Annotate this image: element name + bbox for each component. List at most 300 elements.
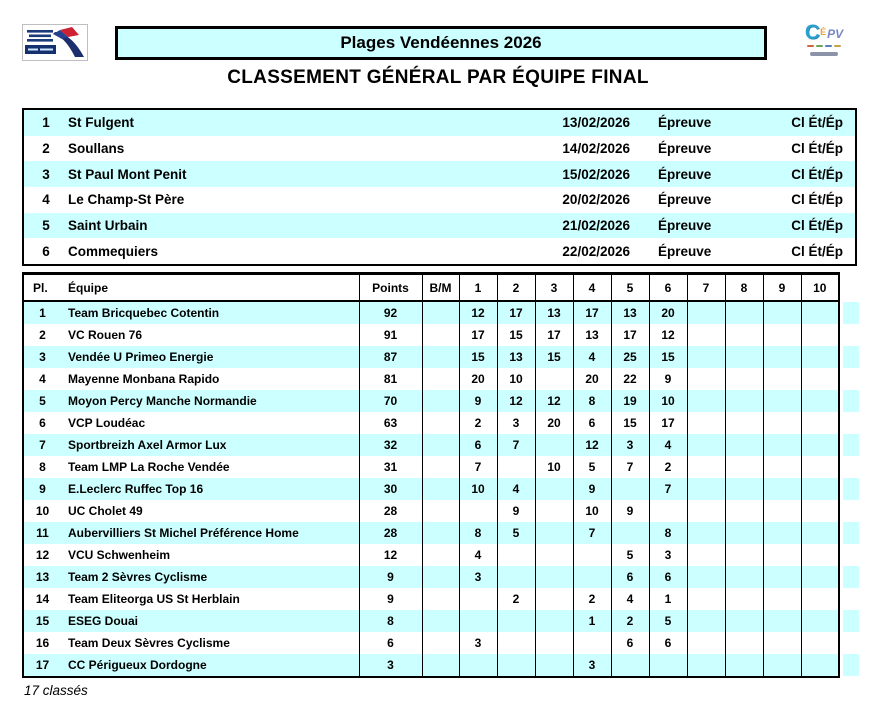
event-type: Épreuve (658, 192, 712, 208)
classified-count: 17 classés (24, 683, 88, 698)
points-cell: 87 (359, 346, 422, 368)
event-points-cell (801, 368, 839, 390)
rank-cell: 14 (35, 592, 50, 606)
event-points-cell: 15 (535, 346, 573, 368)
event-points-cell (725, 632, 763, 654)
event-points-cell (687, 478, 725, 500)
table-row (23, 368, 839, 390)
event-points-cell: 9 (611, 500, 649, 522)
event-points-cell: 7 (649, 478, 687, 500)
event-points-cell: 22 (611, 368, 649, 390)
team-cell: VC Rouen 76 (68, 328, 143, 342)
event-points-cell: 9 (459, 390, 497, 412)
event-points-cell: 20 (535, 412, 573, 434)
bm-cell (422, 654, 459, 677)
event-points-cell (763, 301, 801, 324)
event-number: 6 (42, 243, 50, 259)
event-points-cell (687, 654, 725, 677)
rank-cell: 1 (39, 306, 46, 320)
event-points-cell (535, 654, 573, 677)
event-points-cell: 6 (649, 632, 687, 654)
points-cell: 6 (359, 632, 422, 654)
team-cell: VCP Loudéac (68, 416, 146, 430)
event-points-cell (801, 434, 839, 456)
event-points-cell (459, 654, 497, 677)
event-points-cell (497, 566, 535, 588)
cepv-letter-small: É (820, 27, 827, 37)
event-points-cell (725, 610, 763, 632)
table-row (23, 566, 839, 588)
event-points-cell: 17 (459, 324, 497, 346)
event-points-cell (801, 456, 839, 478)
table-row (23, 522, 839, 544)
event-points-cell (687, 610, 725, 632)
points-cell: 9 (359, 566, 422, 588)
event-points-cell: 13 (611, 301, 649, 324)
points-cell: 91 (359, 324, 422, 346)
event-points-cell (763, 566, 801, 588)
event-points-cell: 15 (611, 412, 649, 434)
points-cell: 8 (359, 610, 422, 632)
bm-cell (422, 324, 459, 346)
table-row (23, 544, 839, 566)
table-row (23, 412, 839, 434)
points-cell: 32 (359, 434, 422, 456)
event-type: Épreuve (658, 218, 712, 234)
event-points-cell (763, 456, 801, 478)
event-points-cell: 1 (649, 588, 687, 610)
rank-cell: 12 (35, 548, 50, 562)
team-cell: Team 2 Sèvres Cyclisme (68, 570, 208, 584)
event-points-cell (687, 522, 725, 544)
bm-cell (422, 610, 459, 632)
event-points-cell: 13 (497, 346, 535, 368)
rank-cell: 4 (39, 372, 46, 386)
points-cell: 28 (359, 500, 422, 522)
ranking-header (23, 274, 839, 302)
event-points-cell: 3 (611, 434, 649, 456)
event-points-cell (687, 390, 725, 412)
event-points-cell: 4 (573, 346, 611, 368)
event-class: Cl Ét/Ép (791, 115, 843, 131)
event-date: 13/02/2026 (562, 115, 630, 131)
row-stripe-overflow (843, 302, 859, 676)
rank-cell: 8 (39, 460, 46, 474)
event-points-cell: 15 (459, 346, 497, 368)
event-points-cell (725, 654, 763, 677)
rank-cell: 5 (39, 394, 46, 408)
event-points-cell: 20 (573, 368, 611, 390)
event-points-cell (725, 500, 763, 522)
event-points-cell (687, 566, 725, 588)
team-cell: Vendée U Primeo Energie (68, 350, 214, 364)
event-points-cell (535, 522, 573, 544)
event-points-cell (801, 632, 839, 654)
event-class: Cl Ét/Ép (791, 243, 843, 259)
event-points-cell (725, 478, 763, 500)
event-place: Le Champ-St Père (68, 192, 185, 208)
event-points-cell: 3 (649, 544, 687, 566)
event-points-cell: 5 (649, 610, 687, 632)
event-points-cell (725, 346, 763, 368)
table-row (23, 456, 839, 478)
points-cell: 28 (359, 522, 422, 544)
table-row (23, 632, 839, 654)
event-number: 5 (42, 218, 50, 234)
event-points-cell (763, 544, 801, 566)
cepv-subtext-decoration (810, 52, 838, 56)
event-title: Plages Vendéennes 2026 (340, 33, 542, 52)
event-points-cell (763, 390, 801, 412)
event-points-cell: 7 (573, 522, 611, 544)
event-points-cell (725, 301, 763, 324)
event-row (24, 110, 855, 136)
team-cell: ESEG Douai (68, 614, 139, 628)
points-cell: 3 (359, 654, 422, 677)
event-points-cell: 9 (649, 368, 687, 390)
event-place: Soullans (68, 141, 125, 156)
bm-cell (422, 456, 459, 478)
event-points-cell: 1 (573, 610, 611, 632)
event-points-cell (687, 588, 725, 610)
points-cell: 30 (359, 478, 422, 500)
rank-cell: 17 (35, 658, 50, 672)
team-cell: Sportbreizh Axel Armor Lux (68, 438, 227, 452)
event-points-cell (725, 544, 763, 566)
event-points-cell (535, 566, 573, 588)
event-row (24, 136, 855, 162)
event-points-cell: 12 (573, 434, 611, 456)
event-points-cell: 2 (497, 588, 535, 610)
column-header: 5 (611, 274, 649, 302)
event-points-cell: 17 (497, 301, 535, 324)
bm-cell (422, 632, 459, 654)
event-type: Épreuve (658, 166, 712, 182)
page-title: CLASSEMENT GÉNÉRAL PAR ÉQUIPE FINAL (227, 67, 649, 88)
event-points-cell: 6 (611, 566, 649, 588)
event-points-cell: 2 (649, 456, 687, 478)
bm-cell (422, 478, 459, 500)
points-cell: 12 (359, 544, 422, 566)
event-class: Cl Ét/Ép (791, 192, 843, 208)
event-class: Cl Ét/Ép (791, 218, 843, 234)
event-points-cell (535, 434, 573, 456)
event-points-cell (763, 478, 801, 500)
event-points-cell: 8 (459, 522, 497, 544)
event-points-cell: 17 (535, 324, 573, 346)
event-points-cell (763, 654, 801, 677)
rank-cell: 16 (35, 636, 50, 650)
event-points-cell: 15 (497, 324, 535, 346)
column-header: Équipe (61, 274, 359, 302)
event-points-cell (535, 588, 573, 610)
rank-cell: 9 (39, 482, 46, 496)
event-points-cell: 6 (611, 632, 649, 654)
event-points-cell: 12 (535, 390, 573, 412)
table-row (23, 478, 839, 500)
event-points-cell: 6 (573, 412, 611, 434)
event-points-cell (763, 500, 801, 522)
event-points-cell (763, 346, 801, 368)
table-row (23, 654, 839, 677)
event-points-cell (497, 654, 535, 677)
bm-cell (422, 412, 459, 434)
event-points-cell (611, 478, 649, 500)
cepv-letters-pv: PV (827, 27, 844, 41)
event-row (24, 161, 855, 187)
table-row (23, 500, 839, 522)
event-points-cell (573, 544, 611, 566)
event-date: 21/02/2026 (562, 218, 630, 234)
team-cell: Aubervilliers St Michel Préférence Home (68, 526, 299, 540)
table-row (23, 434, 839, 456)
event-points-cell: 20 (649, 301, 687, 324)
event-points-cell (687, 368, 725, 390)
points-cell: 63 (359, 412, 422, 434)
cepv-logo-icon (790, 22, 858, 64)
event-points-cell: 10 (497, 368, 535, 390)
team-cell: UC Cholet 49 (68, 504, 143, 518)
rank-cell: 11 (36, 526, 49, 540)
event-points-cell: 17 (573, 301, 611, 324)
event-points-cell: 6 (459, 434, 497, 456)
event-points-cell (535, 632, 573, 654)
rank-cell: 7 (39, 438, 46, 452)
event-points-cell (687, 500, 725, 522)
event-points-cell (687, 324, 725, 346)
event-points-cell (801, 500, 839, 522)
event-points-cell: 12 (649, 324, 687, 346)
event-number: 4 (42, 192, 50, 208)
table-row (23, 301, 839, 324)
event-class: Cl Ét/Ép (791, 166, 843, 182)
event-points-cell: 6 (649, 566, 687, 588)
table-row (23, 390, 839, 412)
event-type: Épreuve (658, 115, 712, 131)
event-points-cell (763, 632, 801, 654)
event-points-cell (725, 434, 763, 456)
ranking-table (22, 272, 840, 678)
event-points-cell (459, 588, 497, 610)
team-cell: VCU Schwenheim (68, 548, 171, 562)
rank-cell: 10 (35, 504, 50, 518)
team-cell: Team Bricquebec Cotentin (68, 306, 220, 320)
event-points-cell (763, 610, 801, 632)
team-cell: Mayenne Monbana Rapido (68, 372, 220, 386)
event-points-cell: 12 (459, 301, 497, 324)
column-header: 4 (573, 274, 611, 302)
event-points-cell: 3 (573, 654, 611, 677)
event-points-cell: 2 (573, 588, 611, 610)
rank-cell: 6 (39, 416, 46, 430)
event-points-cell (801, 390, 839, 412)
event-points-cell: 5 (611, 544, 649, 566)
event-points-cell (687, 544, 725, 566)
event-points-cell: 19 (611, 390, 649, 412)
event-points-cell: 2 (611, 610, 649, 632)
events-list (22, 108, 857, 266)
event-points-cell: 15 (649, 346, 687, 368)
event-points-cell: 4 (649, 434, 687, 456)
event-date: 14/02/2026 (562, 141, 630, 156)
bm-cell (422, 301, 459, 324)
table-row (23, 324, 839, 346)
column-header: 8 (725, 274, 763, 302)
event-points-cell (801, 654, 839, 677)
event-points-cell: 4 (459, 544, 497, 566)
event-points-cell: 8 (573, 390, 611, 412)
team-cell: Team LMP La Roche Vendée (68, 460, 230, 474)
event-place: Saint Urbain (68, 218, 148, 234)
bm-cell (422, 390, 459, 412)
event-points-cell (459, 500, 497, 522)
event-points-cell (573, 632, 611, 654)
column-header: 9 (763, 274, 801, 302)
event-points-cell (535, 610, 573, 632)
points-cell: 31 (359, 456, 422, 478)
cepv-logo-letters (790, 22, 858, 43)
rank-cell: 15 (35, 614, 50, 628)
event-points-cell (535, 500, 573, 522)
event-place: St Paul Mont Penit (68, 166, 187, 182)
column-header: 1 (459, 274, 497, 302)
event-points-cell (611, 522, 649, 544)
points-cell: 70 (359, 390, 422, 412)
table-row (23, 588, 839, 610)
event-place: Commequiers (68, 243, 159, 259)
team-cell: E.Leclerc Ruffec Top 16 (68, 482, 204, 496)
federation-logo-icon (22, 24, 88, 61)
table-row (23, 346, 839, 368)
event-date: 15/02/2026 (562, 166, 630, 182)
bm-cell (422, 522, 459, 544)
event-points-cell (763, 434, 801, 456)
event-points-cell: 9 (573, 478, 611, 500)
event-points-cell: 5 (497, 522, 535, 544)
bm-cell (422, 346, 459, 368)
event-points-cell (535, 478, 573, 500)
event-points-cell: 17 (649, 412, 687, 434)
points-cell: 9 (359, 588, 422, 610)
event-points-cell: 4 (497, 478, 535, 500)
event-points-cell: 7 (459, 456, 497, 478)
event-points-cell (801, 346, 839, 368)
event-points-cell (687, 632, 725, 654)
event-points-cell (687, 456, 725, 478)
event-points-cell (497, 610, 535, 632)
event-type: Épreuve (658, 243, 712, 259)
team-cell: Team Eliteorga US St Herblain (68, 592, 240, 606)
column-header: 10 (801, 274, 839, 302)
event-type: Épreuve (658, 141, 712, 156)
event-points-cell (497, 544, 535, 566)
event-points-cell (459, 610, 497, 632)
event-points-cell: 13 (535, 301, 573, 324)
points-cell: 92 (359, 301, 422, 324)
event-points-cell: 2 (459, 412, 497, 434)
bm-cell (422, 368, 459, 390)
event-points-cell: 8 (649, 522, 687, 544)
rank-cell: 3 (39, 350, 46, 364)
event-points-cell (763, 588, 801, 610)
event-points-cell (801, 412, 839, 434)
cepv-letter-c: C (804, 21, 821, 44)
column-header: 3 (535, 274, 573, 302)
event-points-cell (801, 301, 839, 324)
event-points-cell: 4 (611, 588, 649, 610)
event-points-cell (801, 522, 839, 544)
event-points-cell: 5 (573, 456, 611, 478)
event-title-bar (115, 26, 767, 60)
event-points-cell (725, 588, 763, 610)
federation-logo-graphic (22, 24, 88, 61)
event-points-cell (497, 456, 535, 478)
event-points-cell (687, 434, 725, 456)
rank-cell: 2 (39, 328, 46, 342)
event-points-cell (763, 412, 801, 434)
column-header: Pl. (23, 274, 61, 302)
event-points-cell: 3 (459, 632, 497, 654)
event-points-cell (535, 544, 573, 566)
event-points-cell (725, 412, 763, 434)
bm-cell (422, 500, 459, 522)
event-points-cell (801, 478, 839, 500)
column-header: 7 (687, 274, 725, 302)
event-points-cell (649, 654, 687, 677)
event-number: 3 (42, 166, 50, 182)
bm-cell (422, 434, 459, 456)
event-points-cell (725, 456, 763, 478)
event-points-cell (763, 522, 801, 544)
ranking-body (23, 301, 839, 677)
event-points-cell (725, 324, 763, 346)
event-points-cell: 7 (611, 456, 649, 478)
ranking-header-row (23, 274, 839, 302)
points-cell: 81 (359, 368, 422, 390)
event-points-cell: 17 (611, 324, 649, 346)
rank-cell: 13 (35, 570, 50, 584)
event-points-cell: 3 (497, 412, 535, 434)
event-points-cell: 20 (459, 368, 497, 390)
event-points-cell: 10 (573, 500, 611, 522)
event-number: 1 (42, 115, 50, 131)
team-cell: Moyon Percy Manche Normandie (68, 394, 257, 408)
event-points-cell (687, 346, 725, 368)
event-points-cell (763, 368, 801, 390)
event-date: 20/02/2026 (562, 192, 630, 208)
bm-cell (422, 588, 459, 610)
team-cell: Team Deux Sèvres Cyclisme (68, 636, 230, 650)
event-class: Cl Ét/Ép (791, 141, 843, 156)
event-row (24, 187, 855, 213)
table-row (23, 610, 839, 632)
event-points-cell (649, 500, 687, 522)
event-points-cell (725, 566, 763, 588)
event-points-cell: 12 (497, 390, 535, 412)
bm-cell (422, 566, 459, 588)
event-points-cell (725, 368, 763, 390)
event-points-cell (497, 632, 535, 654)
event-row (24, 238, 855, 264)
event-row (24, 213, 855, 239)
event-points-cell (611, 654, 649, 677)
event-points-cell (801, 324, 839, 346)
event-place: St Fulgent (68, 115, 134, 131)
event-points-cell: 9 (497, 500, 535, 522)
event-points-cell: 10 (535, 456, 573, 478)
cepv-caption-decoration (790, 45, 858, 47)
event-points-cell: 3 (459, 566, 497, 588)
